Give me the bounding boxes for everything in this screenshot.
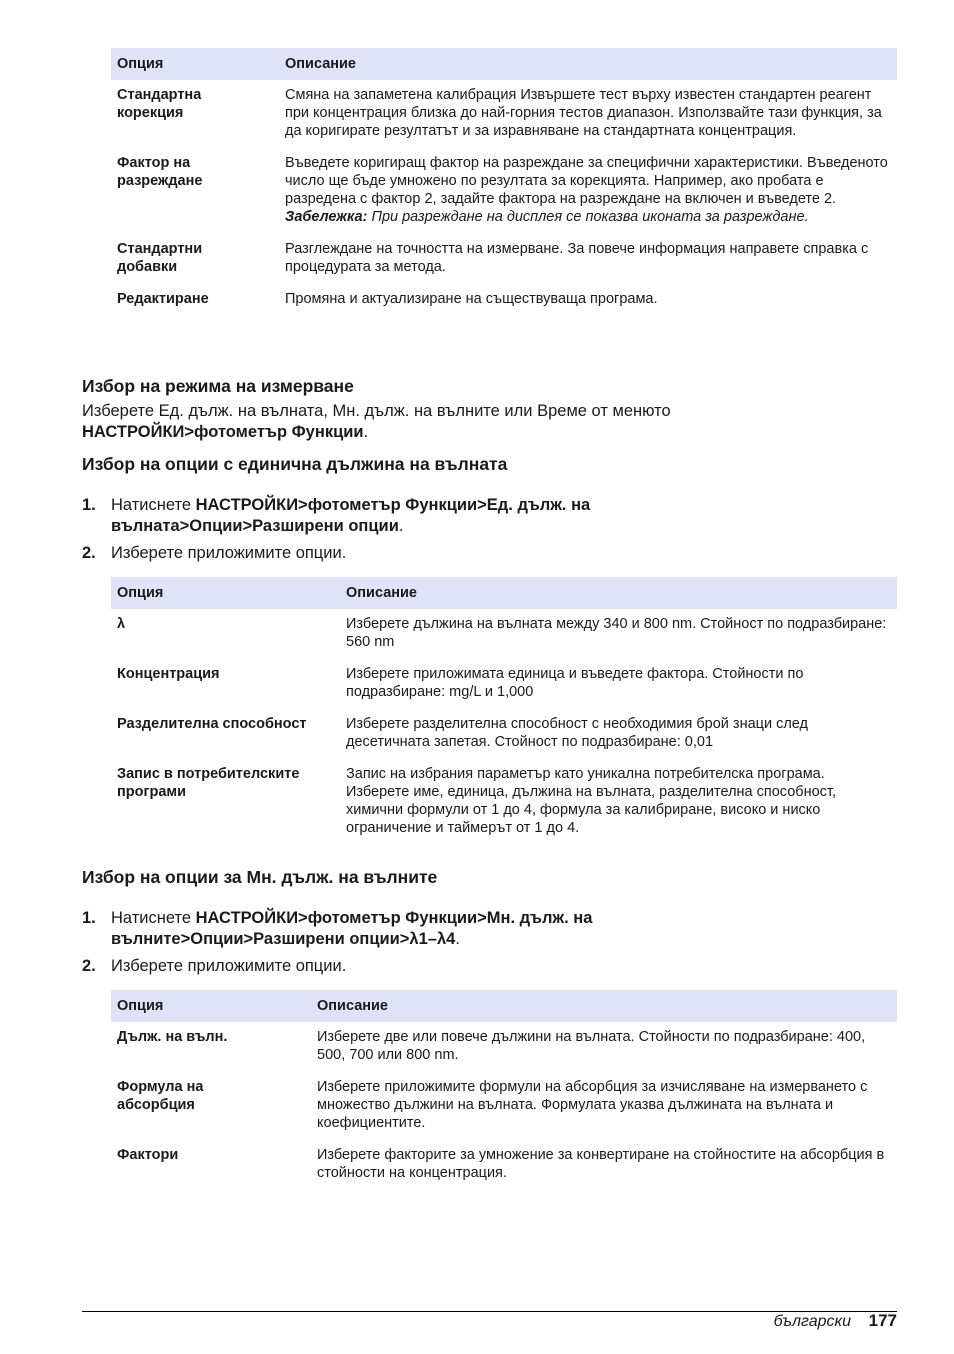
header-description: Описание bbox=[307, 990, 897, 1022]
section-heading-single-wavelength: Избор на опции с единична дължина на вълната bbox=[82, 454, 508, 474]
description-cell: Запис на избрания параметър като уникална потребителска програма. Изберете име, единица, дължина на вълната, разделителна способност, химични формули от 1 до 4, формула за калибриране, високо и ниско ограничение и таймерът от 1 до 4. bbox=[346, 766, 836, 836]
header-description: Описание bbox=[275, 48, 897, 80]
section-heading-multi-wavelength: Избор на опции за Мн. дълж. на вълните bbox=[82, 867, 438, 887]
footer-divider bbox=[82, 1311, 897, 1312]
description-cell: Изберете приложимата единица и въведете фактора. Стойности по подразбиране: mg/L и 1,000 bbox=[346, 666, 804, 700]
options-table-1 bbox=[111, 48, 897, 316]
header-option: Опция bbox=[111, 990, 307, 1022]
description-cell bbox=[275, 148, 897, 234]
step-item bbox=[82, 956, 882, 977]
step-item bbox=[82, 908, 882, 950]
table-header-row bbox=[111, 990, 897, 1022]
table-row bbox=[111, 609, 897, 659]
option-cell: Стандартна корекция bbox=[117, 87, 202, 121]
paragraph-text: Изберете Ед. дълж. на вълната, Мн. дълж. на вълните или Време от менюто bbox=[82, 402, 671, 420]
description-cell: Смяна на запаметена калибрация Извършете тест върху известен стандартен реагент при концентрация близка до най-горния тестов диапазон. Използвайте тази функция, за да коригирате резултатът и за изравняване на стандартната концентрация. bbox=[285, 87, 882, 139]
step-number: 2. bbox=[82, 957, 96, 975]
step-number: 2. bbox=[82, 544, 96, 562]
description-cell: Промяна и актуализиране на съществуваща програма. bbox=[285, 291, 658, 307]
options-table-3 bbox=[111, 990, 897, 1190]
option-cell: Фактор на разреждане bbox=[117, 155, 203, 189]
option-cell: λ bbox=[117, 616, 126, 632]
description-cell: Разглеждане на точността на измерване. За повече информация направете справка с процедурата за метода. bbox=[285, 241, 869, 275]
table-row bbox=[111, 80, 897, 148]
menu-path: НАСТРОЙКИ>фотометър Функции bbox=[82, 423, 364, 441]
option-cell: Концентрация bbox=[117, 666, 220, 682]
footer-language: български bbox=[773, 1313, 851, 1330]
step-menu-path: НАСТРОЙКИ>фотометър Функции>Мн. дълж. на вълните>Опции>Разширени опции>λ1–λ4 bbox=[111, 909, 593, 948]
step-item bbox=[82, 543, 882, 564]
option-cell: Запис в потребителските програми bbox=[117, 766, 300, 800]
description-cell: Изберете факторите за умножение за конвертиране на стойностите на абсорбция в стойности на концентрация. bbox=[317, 1147, 885, 1181]
paragraph-end: . bbox=[363, 423, 369, 441]
description-cell: Изберете дължина на вълната между 340 и 800 nm. Стойност по подразбиране: 560 nm bbox=[346, 616, 887, 650]
step-text: Натиснете bbox=[111, 496, 196, 514]
option-cell: Дълж. на вълн. bbox=[117, 1029, 228, 1045]
step-item bbox=[82, 495, 882, 537]
step-text: Натиснете bbox=[111, 909, 196, 927]
option-cell: Формула на абсорбция bbox=[117, 1079, 204, 1113]
option-cell: Разделителна способност bbox=[117, 716, 307, 732]
table-row bbox=[111, 1072, 897, 1140]
header-description: Описание bbox=[336, 577, 897, 609]
table-row bbox=[111, 1022, 897, 1072]
header-option: Опция bbox=[111, 48, 275, 80]
section-heading-measurement-mode: Избор на режима на измерване bbox=[82, 376, 354, 396]
step-end: . bbox=[398, 517, 404, 535]
section-paragraph bbox=[82, 401, 872, 443]
step-text: Изберете приложимите опции. bbox=[111, 544, 347, 562]
step-number: 1. bbox=[82, 496, 96, 514]
table-row bbox=[111, 284, 897, 316]
table-row bbox=[111, 234, 897, 284]
options-table-2 bbox=[111, 577, 897, 845]
table-header-row bbox=[111, 48, 897, 80]
description-cell: Изберете две или повече дължини на вълната. Стойности по подразбиране: 400, 500, 700 или 800 nm. bbox=[317, 1029, 866, 1063]
table-row bbox=[111, 659, 897, 709]
note-label: Забележка: bbox=[285, 209, 368, 225]
option-cell: Фактори bbox=[117, 1147, 179, 1163]
step-end: . bbox=[455, 930, 460, 948]
table-header-row bbox=[111, 577, 897, 609]
page-number: 177 bbox=[868, 1311, 897, 1330]
table-row bbox=[111, 148, 897, 234]
header-option: Опция bbox=[111, 577, 336, 609]
table-row bbox=[111, 709, 897, 759]
table-row bbox=[111, 1140, 897, 1190]
step-text: Изберете приложимите опции. bbox=[111, 957, 347, 975]
description-cell: Изберете разделителна способност с необходимия брой знаци след десетичната запетая. Стойност по подразбиране: 0,01 bbox=[346, 716, 809, 750]
step-number: 1. bbox=[82, 909, 96, 927]
option-cell: Редактиране bbox=[117, 291, 209, 307]
description-cell: Изберете приложимите формули на абсорбция за изчисляване на измерването с множество дължини на вълната. Формулата указва дължината на вълната и коефициентите. bbox=[317, 1079, 868, 1131]
step-menu-path: НАСТРОЙКИ>фотометър Функции>Ед. дълж. на вълната>Опции>Разширени опции bbox=[111, 496, 591, 535]
option-cell: Стандартни добавки bbox=[117, 241, 203, 275]
note-text: При разреждане на дисплея се показва иконата за разреждане. bbox=[371, 209, 809, 225]
table-row bbox=[111, 759, 897, 845]
description-text: Въведете коригиращ фактор на разреждане за специфични характеристики. Въведеното число ще бъде умножено по резултата за корекцията. Например, ако пробата е разредена с фактор 2, задайте фактора на разреждане на включен и въведете 2. bbox=[285, 155, 888, 207]
